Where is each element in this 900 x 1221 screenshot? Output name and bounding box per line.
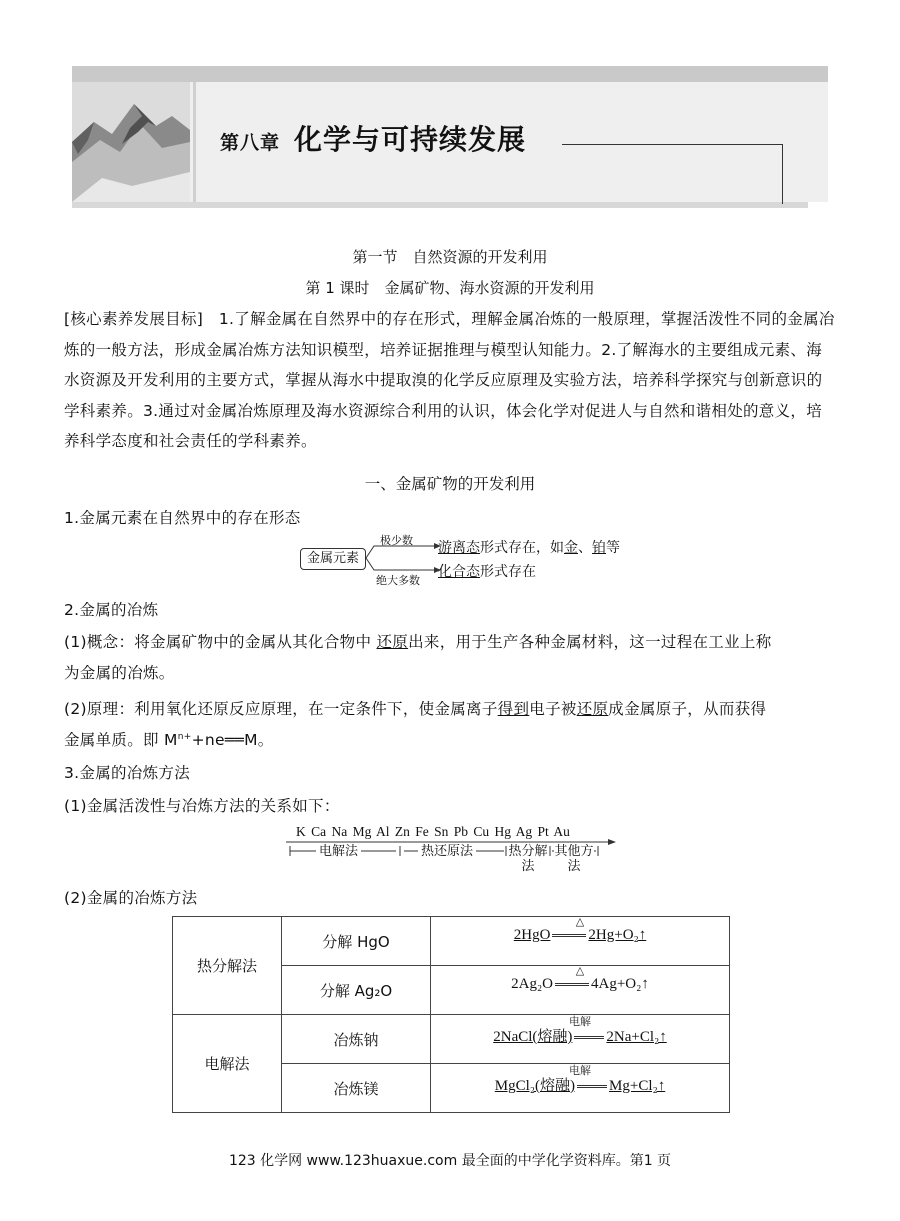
concept-text-a: (1)概念：将金属矿物中的金属从其化合物中	[64, 633, 372, 651]
table-row	[173, 1015, 730, 1064]
equation-cell	[431, 1064, 730, 1113]
free-state-fill: 游离态	[438, 540, 480, 556]
element-box: 金属元素	[300, 548, 366, 570]
example-sep: 、	[578, 540, 592, 556]
banner-bottom-strip	[72, 202, 808, 208]
title-rule	[562, 144, 782, 145]
concept-line-2: 为金属的冶炼。	[64, 664, 175, 682]
equation-products: Mg+Cl₂↑	[609, 1078, 666, 1094]
equation-sign	[555, 983, 589, 986]
equation-cell	[431, 917, 730, 966]
reaction-condition: 电解	[569, 1064, 591, 1077]
chapter-name: 化学与可持续发展	[294, 123, 527, 156]
equation-reactants: MgCl₂(熔融)	[494, 1078, 576, 1094]
label-thermal-decomposition: 热分解法	[508, 844, 548, 874]
free-state-line	[438, 537, 620, 557]
process-cell: 冶炼钠	[282, 1015, 431, 1064]
principle-line-2	[64, 728, 274, 750]
part-heading: 一、金属矿物的开发利用	[364, 475, 536, 493]
equation-sign	[574, 1036, 604, 1039]
equation-products: 4Ag+O₂↑	[591, 976, 649, 992]
equation-reactants: 2HgO	[513, 927, 551, 943]
equation-cell	[431, 966, 730, 1015]
item-3-heading: 3.金属的冶炼方法	[64, 764, 190, 782]
concept-line-1	[64, 630, 772, 652]
equation	[431, 976, 729, 993]
process-cell: 分解 Ag₂O	[282, 966, 431, 1015]
charge-superscript: n+	[177, 731, 192, 742]
combined-state-line	[438, 561, 536, 581]
principle-fill-2: 还原	[576, 700, 609, 718]
equation-sign	[577, 1085, 607, 1088]
equation-sign	[552, 934, 586, 937]
equation	[431, 1025, 729, 1046]
banner-divider	[193, 82, 196, 202]
chapter-title	[220, 118, 526, 158]
table-row	[173, 917, 730, 966]
page-footer: 123 化学网 www.123huaxue.com 最全面的中学化学资料库。第1 页	[228, 1153, 672, 1169]
equation-reactants: 2NaCl(熔融)	[493, 1029, 573, 1045]
label-other-methods: 其他方法	[554, 844, 594, 874]
example-platinum: 铂	[592, 540, 606, 556]
concept-fill: 还原	[376, 633, 409, 651]
metal-list: K Ca Na Mg Al Zn Fe Sn Pb Cu Hg Ag Pt Au	[296, 824, 570, 839]
equation	[431, 1074, 729, 1095]
chapter-banner	[72, 66, 828, 208]
principle-text-b: 电子被	[529, 700, 577, 718]
label-thermal-reduction: 热还原法	[418, 844, 476, 859]
existence-diagram	[298, 534, 658, 587]
example-gold: 金	[564, 540, 578, 556]
lesson-heading: 第 1 课时 金属矿物、海水资源的开发利用	[305, 279, 595, 297]
mountain-image	[72, 82, 190, 202]
equation-products: 2Hg+O₂↑	[588, 927, 647, 943]
few-label: 极少数	[380, 534, 413, 547]
core-goals-paragraph: [核心素养发展目标] 1.了解金属在自然界中的存在形式，理解金属冶炼的一般原理，掌握活泼性不同的金属冶炼的一般方法，形成金属冶炼方法知识模型，培养证据推理与模型认知能力。2.了解海水的主要组成元素、海水资源及开发利用的主要方式，掌握从海水中提取溴的化学反应原理及实验方法，培养科学探究与创新意识的学科素养。3.通过对金属冶炼原理及海水资源综合利用的认识，体会化学对促进人与自然和谐相处的意义，培养科学态度和社会责任的学科素养。	[64, 310, 835, 450]
process-cell: 分解 HgO	[282, 917, 431, 966]
banner-top-strip	[72, 66, 828, 82]
combined-state-rest: 形式存在	[480, 564, 536, 580]
concept-text-b: 出来，用于生产各种金属材料，这一过程在工业上称	[408, 633, 772, 651]
category-cell: 热分解法	[173, 917, 282, 1015]
activity-series	[286, 824, 616, 876]
smelting-methods-table	[172, 916, 730, 1113]
equation	[431, 927, 729, 944]
section-heading: 第一节 自然资源的开发利用	[352, 248, 548, 266]
item-2-heading: 2.金属的冶炼	[64, 601, 159, 619]
chapter-number: 第八章	[220, 132, 281, 154]
combined-state-fill: 化合态	[438, 564, 480, 580]
item-1-heading: 1.金属元素在自然界中的存在形态	[64, 509, 301, 527]
principle-text-a: (2)原理：利用氧化还原反应原理，在一定条件下，使金属离子	[64, 700, 498, 718]
methods-heading: (2)金属的冶炼方法	[64, 889, 198, 907]
equation-products: 2Na+Cl₂↑	[606, 1029, 667, 1045]
title-rule-drop	[782, 144, 783, 204]
principle-text-f: ══M。	[224, 731, 274, 749]
equation-reactants: 2Ag₂O	[511, 976, 554, 992]
label-electrolysis: 电解法	[316, 844, 361, 859]
most-label: 绝大多数	[376, 574, 420, 587]
category-cell: 电解法	[173, 1015, 282, 1113]
principle-text-c: 成金属原子，从而获得	[608, 700, 767, 718]
reaction-condition: 电解	[569, 1015, 591, 1028]
equation-cell	[431, 1015, 730, 1064]
principle-fill-1: 得到	[497, 700, 530, 718]
process-cell: 冶炼镁	[282, 1064, 431, 1113]
reaction-condition: △	[575, 964, 585, 977]
principle-text-e: +ne	[191, 731, 225, 749]
relation-heading: (1)金属活泼性与冶炼方法的关系如下：	[64, 797, 340, 815]
example-end: 等	[606, 540, 620, 556]
principle-line-1	[64, 697, 766, 719]
principle-text-d: 金属单质。即 M	[64, 731, 178, 749]
reaction-condition: △	[575, 915, 585, 928]
free-state-rest: 形式存在，如	[480, 540, 564, 556]
